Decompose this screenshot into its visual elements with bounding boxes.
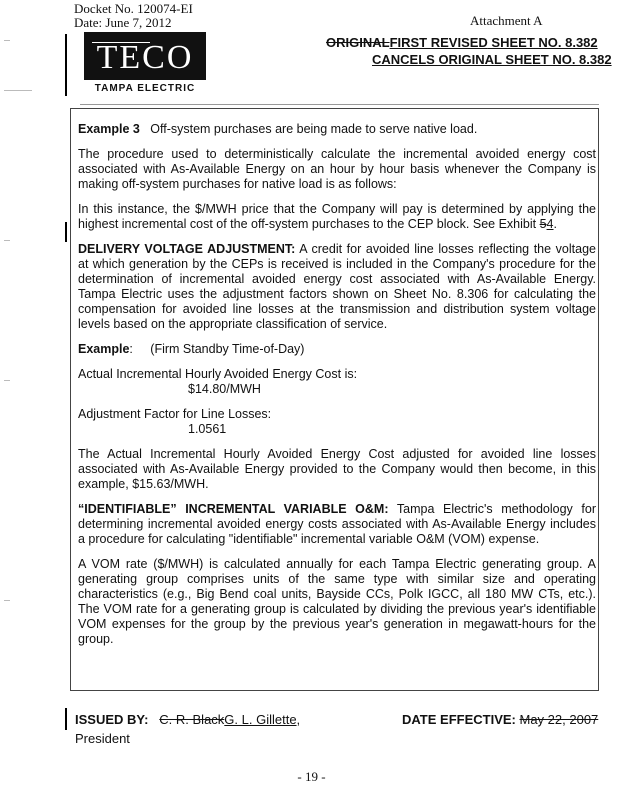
sheet-number	[326, 35, 598, 50]
cost-label: Actual Incremental Hourly Avoided Energy Cost is:	[78, 367, 358, 381]
exhibit-struck: 5	[539, 217, 547, 231]
tariff-body	[78, 122, 596, 657]
margin-mark	[4, 90, 32, 91]
example-label: Example	[78, 342, 130, 356]
date-effective	[402, 712, 598, 727]
cost-block	[78, 367, 596, 397]
margin-mark	[4, 40, 10, 41]
adjusted-cost-paragraph: The Actual Incremental Hourly Avoided Energy Cost adjusted for avoided line losses associated with As-Available Energy provided to the Company would then become, in this example, $15.63/MWH.	[78, 447, 596, 491]
factor-value: 1.0561	[188, 422, 227, 436]
delivery-voltage-paragraph	[78, 242, 596, 332]
issued-new: G. L. Gillette	[224, 712, 297, 727]
issued-struck: C. R. Black	[159, 712, 225, 727]
procedure-paragraph: The procedure used to deterministically calculate the incremental avoided energy cost associated with As-Available Energy on an hour by hour basis whenever the Company is making off-system purchases for native load is as follows:	[78, 147, 596, 191]
margin-mark	[4, 600, 10, 601]
revision-bar-2	[65, 222, 67, 242]
margin-mark	[4, 380, 10, 381]
instance-end: .	[553, 217, 557, 231]
issued-label: ISSUED BY:	[75, 712, 149, 727]
exhibit-new: 4	[546, 217, 554, 231]
ivom-paragraph	[78, 502, 596, 547]
example-line	[78, 342, 596, 357]
dva-heading: DELIVERY VOLTAGE ADJUSTMENT:	[78, 242, 296, 256]
cancels-sheet: CANCELS ORIGINAL SHEET NO. 8.382	[372, 52, 612, 67]
factor-label: Adjustment Factor for Line Losses:	[78, 407, 272, 421]
sheet-revised: FIRST REVISED	[389, 35, 488, 50]
cost-value: $14.80/MWH	[188, 382, 261, 396]
margin-mark	[4, 240, 10, 241]
vom-rate-paragraph: A VOM rate ($/MWH) is calculated annually for each Tampa Electric generating group. A generating group comprises units of the same type with similar size and operating characteristics (e.g., Big Bend coal units, Bayside CCs, Polk IGCC, all 180 MW CTs, etc.). The VOM rate for a generating group is calculated by dividing the previous year's identifiable VOM expenses for the group by the previous year's generation in megawatt-hours for the group.	[78, 557, 596, 646]
example-text: (Firm Standby Time-of-Day)	[150, 342, 305, 356]
logo-block	[84, 32, 206, 80]
sheet-struck: ORIGINAL	[326, 35, 390, 50]
sheet-rest: SHEET NO. 8.382	[487, 35, 598, 50]
example-3	[78, 122, 596, 137]
example-3-text: Off-system purchases are being made to serve native load.	[150, 122, 478, 136]
issued-by	[75, 712, 300, 727]
example-3-label: Example 3	[78, 122, 140, 136]
logo-wordmark: TECO	[96, 39, 194, 76]
attachment-label: Attachment A	[470, 13, 543, 28]
ivom-text: Tampa Electric's methodology for determining incremental avoided energy costs associated with As-Available Energy includes a procedure for calculating "identifiable" incremental variable O&M (VOM) expense.	[78, 502, 596, 546]
dva-text: A credit for avoided line losses reflecting the voltage at which generation by the CEPs is received is included in the Company's procedure for the determination of incremental avoided energy cost associated with As-Available Energy. Tampa Electric uses the adjustment factors shown on Sheet No. 8.306 for calculating the compensation for avoided line losses at the transmission and distribution system voltage levels based on the appropriate classification of service.	[78, 242, 596, 331]
ivom-heading: “IDENTIFIABLE” INCREMENTAL VARIABLE O&M:	[78, 502, 389, 516]
revision-bar	[65, 34, 67, 96]
issued-end: ,	[296, 712, 301, 727]
instance-paragraph	[78, 202, 596, 232]
example-colon: :	[129, 342, 133, 356]
teco-logo	[70, 32, 220, 92]
revision-bar-3	[65, 708, 67, 730]
date-struck: May 22, 2007	[519, 712, 599, 727]
instance-text: In this instance, the $/MWH price that the Company will pay is determined by applying the highest incremental cost of the off-system purchases to the CEP block. See Exhibit	[78, 202, 596, 231]
top-rule	[80, 104, 599, 105]
docket-number: Docket No. 120074-EI	[74, 1, 193, 16]
docket-header	[74, 2, 193, 30]
factor-block	[78, 407, 596, 437]
issuer-title: President	[75, 731, 130, 746]
date-label: DATE EFFECTIVE:	[402, 712, 516, 727]
docket-date: Date: June 7, 2012	[74, 15, 172, 30]
logo-subtitle: TAMPA ELECTRIC	[94, 83, 196, 94]
page-number: - 19 -	[297, 769, 326, 784]
